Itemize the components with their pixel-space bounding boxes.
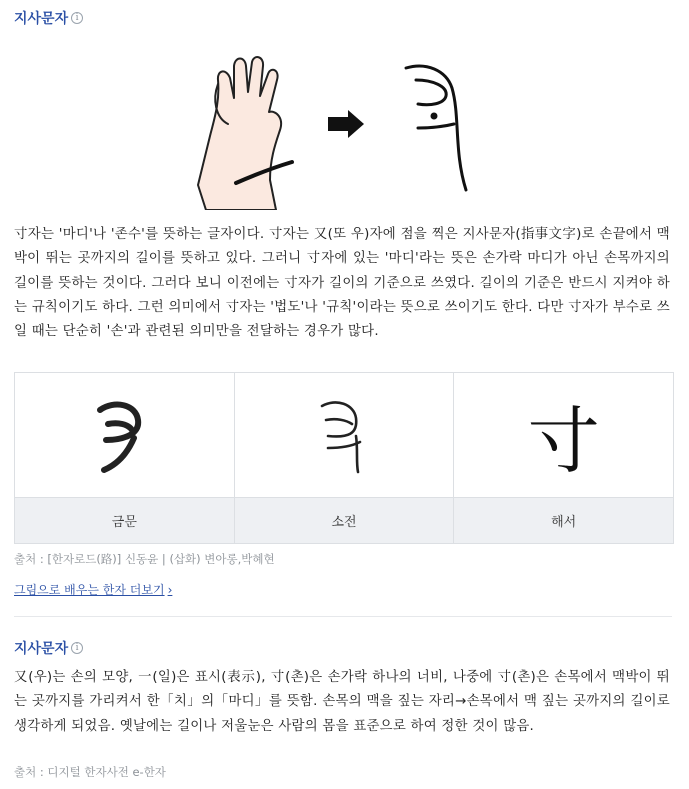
seal-script-glyph xyxy=(304,390,384,480)
chevron-right-icon: › xyxy=(167,582,173,597)
cell-regular xyxy=(454,373,673,543)
section1-paragraph: 寸자는 '마디'나 '존수'를 뜻하는 글자이다. 寸자는 又(또 우)자에 점을 찍은 지사문자(指事文字)로 손끝에서 맥박이 뛰는 곳까지의 길이를 뜻하고 있다. 그러니 寸자에 있는 '마디'라는 뜻은 손가락 마디가 아닌 손목까지의 길이를 뜻하는 것이다. 그러다 보니 이전에는 寸자가 길이의 기준으로 쓰였다. 길이의 기준은 반드시 지켜야 하는 규칙이기도 하다. 그런 의미에서 寸자는 '법도'나 '규칙'이라는 뜻으로 쓰이기도 한다. 다만 寸자가 부수로 쓰일 때는 단순히 '손'과 관련된 의미만을 전달하는 경우가 많다. xyxy=(14,227,670,340)
source-credit: 출처 : 디지털 한자사전 e-한자 xyxy=(14,765,166,779)
illustration xyxy=(14,40,674,210)
section-title xyxy=(14,8,83,28)
cell-image xyxy=(454,373,673,498)
cell-bronze xyxy=(15,373,235,543)
divider xyxy=(14,616,672,617)
info-icon[interactable]: i xyxy=(71,642,83,654)
ancient-cun-glyph xyxy=(406,66,466,190)
bronze-script-glyph xyxy=(84,390,164,480)
source-credit: 출처 : [한자로드(路)] 신동윤 | (삽화) 변아롱,박혜현 xyxy=(14,552,275,566)
cell-seal xyxy=(235,373,455,543)
regular-script-glyph: 寸 xyxy=(527,399,600,483)
cell-label: 금문 xyxy=(15,498,234,543)
more-link[interactable] xyxy=(14,581,172,598)
section-title-text: 지사문자 xyxy=(14,11,69,27)
cell-label: 소전 xyxy=(235,498,454,543)
script-evolution-table xyxy=(14,372,674,544)
section2-paragraph: 又(우)는 손의 모양, 一(일)은 표시(表示), 寸(촌)은 손가락 하나의 너비, 나중에 寸(촌)은 손목에서 맥박이 뛰는 곳까지를 가리켜서 한「치」의「마디」를 뜻함. 손목의 맥을 짚는 자리→손목에서 맥 짚는 곳까지의 길이로 생각하게 되었음. 옛날에는 길이나 저울눈은 사람의 몸을 표준으로 하여 정한 것이 많음. xyxy=(14,670,670,734)
cell-image xyxy=(235,373,454,498)
section-title xyxy=(14,638,83,658)
wrist-hand-illustration xyxy=(14,40,674,210)
cell-image xyxy=(15,373,234,498)
info-icon[interactable]: i xyxy=(71,12,83,24)
cell-label: 해서 xyxy=(454,498,673,543)
more-link-label[interactable]: 그림으로 배우는 한자 더보기 xyxy=(14,583,165,597)
hand-drawing xyxy=(198,57,281,210)
section-title-text: 지사문자 xyxy=(14,641,69,657)
right-arrow-icon xyxy=(328,110,364,138)
